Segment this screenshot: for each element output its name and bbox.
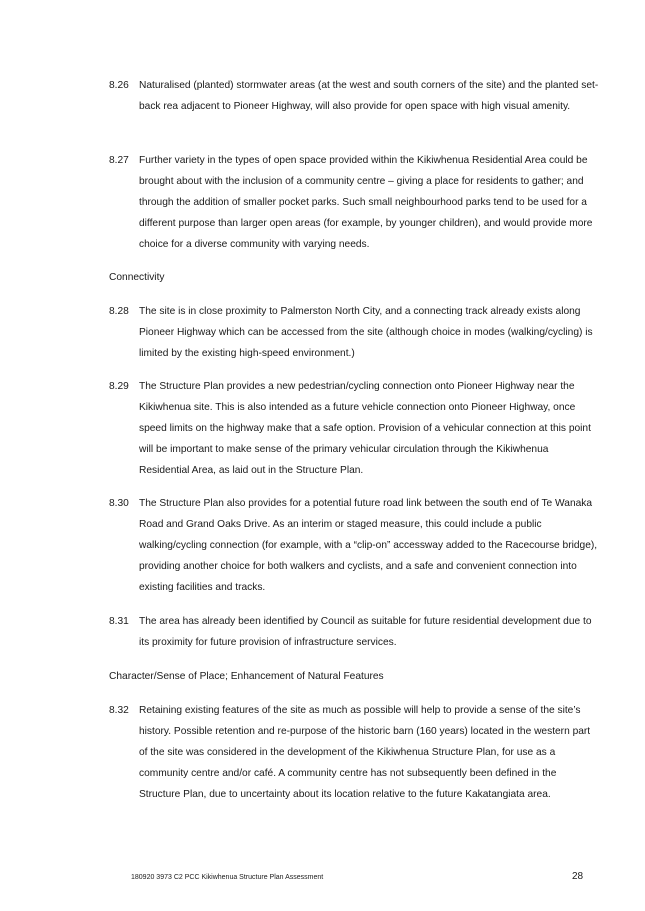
paragraph-text: The site is in close proximity to Palmerston North City, and a connecting track already exists along Pioneer Highway which can be accessed from the site (although choice in modes (walking/cycling) is limited by the existing high-speed environment.)	[139, 306, 593, 359]
paragraph-8-30	[109, 493, 599, 598]
paragraph-8-28	[109, 301, 599, 364]
section-heading-character: Character/Sense of Place; Enhancement of Natural Features	[109, 671, 384, 682]
paragraph-number: 8.28	[109, 306, 129, 317]
paragraph-text: Further variety in the types of open space provided within the Kikiwhenua Residential Area could be brought about with the inclusion of a community centre – giving a place for residents to gather; and through the addition of smaller pocket parks. Such small neighbourhood parks tend to be used for a different purpose than larger open areas (for example, by younger children), and would provide more choice for a diverse community with varying needs.	[139, 155, 593, 250]
footer-document-reference: 180920 3973 C2 PCC Kikiwhenua Structure Plan Assessment	[131, 874, 324, 881]
paragraph-8-32	[109, 700, 599, 805]
section-heading-connectivity: Connectivity	[109, 272, 165, 283]
paragraph-text: Retaining existing features of the site as much as possible will help to provide a sense of the site’s history. Possible retention and re-purpose of the historic barn (160 years) located in the western part of the site was considered in the development of the Kikiwhenua Structure Plan, for use as a community centre and/or café. A community centre has not subsequently been defined in the Structure Plan, due to uncertainty about its location relative to the future Kakatangiata area.	[139, 705, 591, 800]
paragraph-text: The Structure Plan also provides for a potential future road link between the south end of Te Wanaka Road and Grand Oaks Drive. As an interim or staged measure, this could include a public walking/cycling connection (for example, with a “clip-on” accessway added to the Racecourse bridge), providing another choice for both walkers and cyclists, and a safe and convenient connection into existing facilities and tracks.	[139, 498, 598, 593]
paragraph-text: The Structure Plan provides a new pedestrian/cycling connection onto Pioneer Highway near the Kikiwhenua site. This is also intended as a future vehicle connection onto Pioneer Highway, once speed limits on the highway make that a safe option. Provision of a vehicular connection at this point will be important to make sense of the primary vehicular circulation through the Kikiwhenua Residential Area, as laid out in the Structure Plan.	[139, 381, 591, 476]
paragraph-8-26	[109, 75, 599, 117]
paragraph-number: 8.32	[109, 705, 129, 716]
paragraph-number: 8.26	[109, 80, 129, 91]
page-number: 28	[572, 871, 584, 882]
paragraph-text: The area has already been identified by Council as suitable for future residential development due to its proximity for future provision of infrastructure services.	[139, 616, 592, 648]
paragraph-8-29	[109, 376, 599, 481]
paragraph-text: Naturalised (planted) stormwater areas (at the west and south corners of the site) and the planted set-back rea adjacent to Pioneer Highway, will also provide for open space with high visual amenity.	[139, 80, 599, 112]
paragraph-8-31	[109, 611, 599, 653]
paragraph-number: 8.31	[109, 616, 129, 627]
paragraph-number: 8.30	[109, 498, 129, 509]
paragraph-8-27	[109, 150, 599, 255]
paragraph-number: 8.27	[109, 155, 129, 166]
paragraph-number: 8.29	[109, 381, 129, 392]
